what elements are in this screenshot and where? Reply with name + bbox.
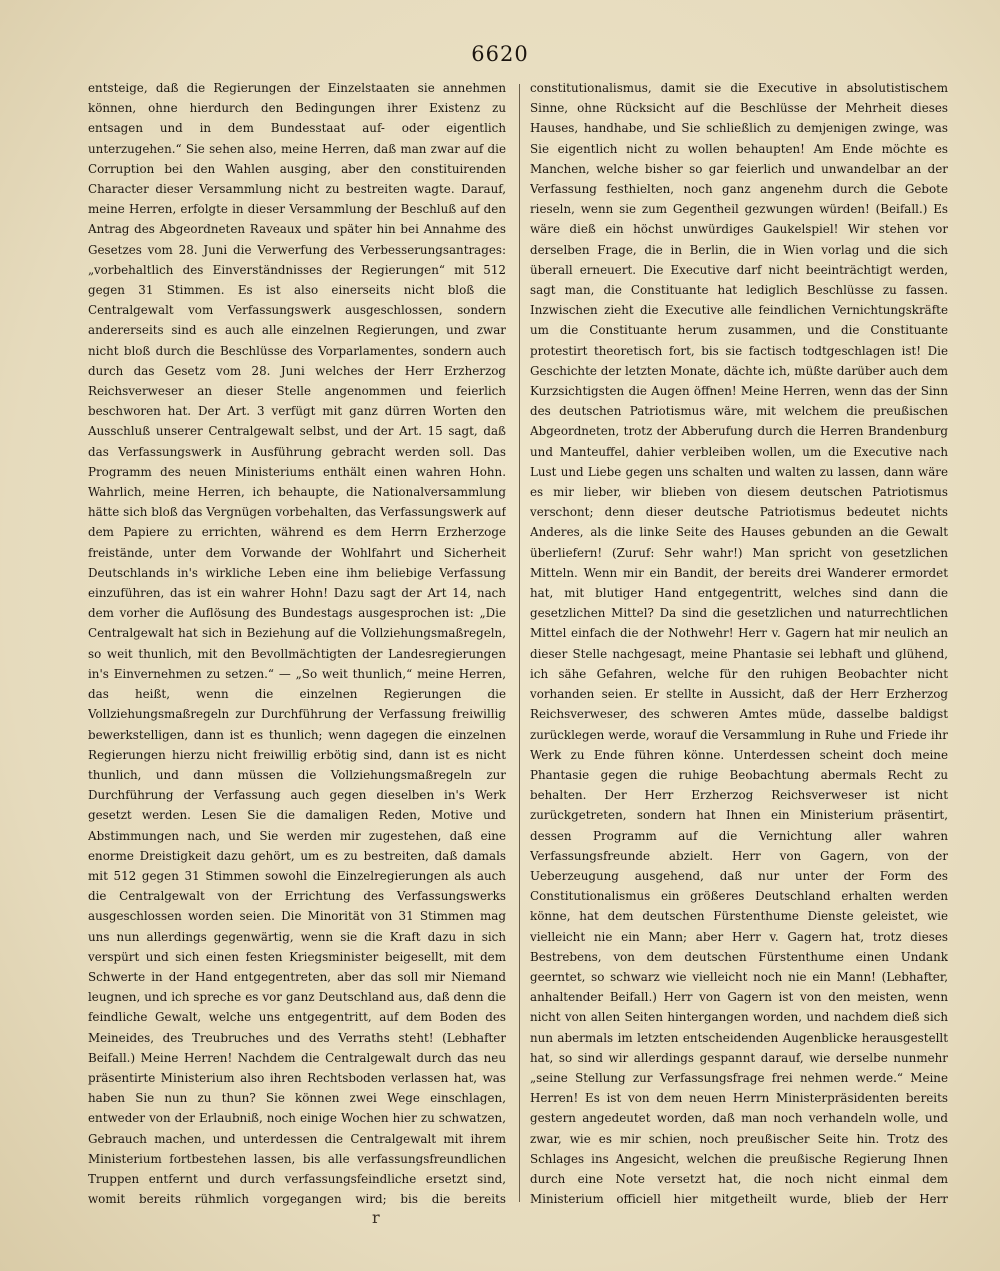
column-left-text: entsteige, daß die Regierungen der Einzelstaaten sie annehmen können, ohne hierdurch den Bedingungen ihrer Existenz zu entsagen und in dem Bundesstaat auf- oder eigentlich unterzugehen.“ Sie sehen also, meine Herren, daß man zwar auf die Corruption bei den Wahlen ausging, aber den constituirenden Character dieser Versammlung nicht zu bestreiten wagte. Darauf, meine Herren, erfolgte in dieser Versammlung der Beschluß auf den Antrag des Abgeordneten Raveaux und später hin bei Annahme des Gesetzes vom 28. Juni die Verwerfung des Verbesserungsantrages: „vorbehaltlich des Einverständnisses der Regierungen“ mit 512 gegen 31 Stimmen. Es ist also einerseits nicht bloß die Centralgewalt vom Verfassungswerk ausgeschlossen, sondern andererseits sind es auch alle einzelnen Regierungen, und zwar nicht bloß durch die Beschlüsse des Vorparlamentes, sondern auch durch das Gesetz vom 28. Juni welches der Herr Erzherzog Reichsverweser an dieser Stelle angenommen und feierlich beschworen hat. Der Art. 3 verfügt mit ganz dürren Worten den Ausschluß unserer Centralgewalt selbst, und der Art. 15 sagt, daß das Verfassungswerk in Ausführung gebracht werden soll. Das Programm des neuen Ministeriums enthält einen wahren Hohn. Wahrlich, meine Herren, ich behaupte, die Nationalversammlung hätte sich bloß das Vergnügen vorbehalten, das Verfassungswerk auf dem Papiere zu errichten, während es dem Herrn Erzherzoge freistände, unter dem Vorwande der Wohlfahrt und Sicherheit Deutschlands in's wirkliche Leben eine ihm beliebige Verfassung einzuführen, das ist ein wahrer Hohn! Dazu sagt der Art 14, nach dem vorher die Auflösung des Bundestags ausgesprochen ist: „Die Centralgewalt hat sich in Beziehung auf die Vollziehungsmaßregeln, so weit thunlich, mit den Bevollmächtigten der Landesregierungen in's Einvernehmen zu setzen.“ — „So weit thunlich,“ meine Herren, das heißt, wenn die einzelnen Regierungen die Vollziehungsmaßregeln zur Durchführung der Verfassung freiwillig bewerkstelligen, dann ist es thunlich; wenn dagegen die einzelnen Regierungen hierzu nicht freiwillig erbötig sind, dann ist es nicht thunlich, und dann müssen die Vollziehungsmaßregeln zur Durchführung der Verfassung auch gegen dieselben in's Werk gesetzt werden. Lesen Sie die damaligen Reden, Motive und Abstimmungen nach, und Sie werden mir zugestehen, daß eine enorme Dreistigkeit dazu gehört, um es zu bestreiten, daß damals mit 512 gegen 31 Stimmen sowohl die Einzelregierungen als auch die Centralgewalt von der Errichtung des Verfassungswerks ausgeschlossen worden seien. Die Minorität von 31 Stimmen mag uns nun allerdings gegenwärtig, wenn sie die Kraft dazu in sich verspürt und sich einen festen Kriegsminister beigesellt, mit dem Schwerte in der Hand entgegentreten, aber das soll mir Niemand leugnen, und ich spreche es vor ganz Deutschland aus, daß denn die feindliche Gewalt, welche uns entgegentritt, auf dem Boden des Meineides, des Treubruches und des Verraths steht! (Lebhafter Beifall.) Meine Herren! Nachdem die Centralgewalt durch das neu präsentirte Ministerium also ihren Rechtsboden verlassen hat, was haben Sie nun zu thun? Sie können zwei Wege einschlagen, entweder von der Erlaubniß, noch einige Wochen hier zu schwatzen, Gebrauch machen, und unterdessen die Centralgewalt mit ihrem Ministerium fortbestehen lassen, bis alle verfassungsfreundlichen Truppen entfernt und durch verfassungsfeindliche ersetzt sind, womit bereits rühmlich vorgegangen wird; bis die bereits <box>88 81 506 1207</box>
column-right-text: constitutionalismus, damit sie die Executive in absolutistischem Sinne, ohne Rücksicht auf die Beschlüsse der Mehrheit dieses Hauses, handhabe, und Sie schließlich zu demjenigen zwinge, was Sie eigentlich nicht zu wollen behaupten! Am Ende möchte es Manchen, welche bisher so gar feierlich und unwandelbar an der Verfassung festhielten, noch ganz angenehm durch die Gebote rieseln, wenn sie zum Gegentheil gezwungen würden! (Beifall.) Es wäre dieß ein höchst unwürdiges Gaukelspiel! Wir stehen vor derselben Frage, die in Berlin, die in Wien vorlag und die sich überall erneuert. Die Executive darf nicht beeinträchtigt werden, sagt man, die Constituante hat lediglich Beschlüsse zu fassen. Inzwischen zieht die Executive alle feindlichen Vernichtungskräfte um die Constituante herum zusammen, und die Constituante protestirt theoretisch fort, bis sie factisch todtgeschlagen ist! Die Geschichte der letzten Monate, dächte ich, müßte darüber auch dem Kurzsichtigsten die Augen öffnen! Meine Herren, wenn das der Sinn des deutschen Patriotismus wäre, mit welchem die preußischen Abgeordneten, trotz der Abberufung durch die Herren Brandenburg und Manteuffel, dahier verbleiben wollen, um die Executive nach Lust und Liebe gegen uns schalten und walten zu lassen, dann wäre es mir lieber, wir blieben von diesem deutschen Patriotismus verschont; denn dieser deutsche Patriotismus bedeutet nichts Anderes, als die linke Seite des Hauses gebunden an die Gewalt überliefern! (Zuruf: Sehr wahr!) Man spricht von gesetzlichen Mitteln. Wenn mir ein Bandit, der bereits drei Wanderer ermordet hat, mit blutiger Hand entgegentritt, welches sind dann die gesetzlichen Mittel? Da sind die gesetzlichen und naturrechtlichen Mittel einfach die der Nothwehr! Herr v. Gagern hat mir neulich an dieser Stelle nachgesagt, meine Phantasie sei lebhaft und glühend, ich sähe Gefahren, welche für den ruhigen Beobachter nicht vorhanden seien. Er stellte in Aussicht, daß der Herr Erzherzog Reichsverweser, des schweren Amtes müde, dasselbe baldigst zurücklegen werde, worauf die Versammlung in Ruhe und Friede ihr Werk zu Ende führen könne. Unterdessen scheint doch meine Phantasie gegen die ruhige Beobachtung abermals Recht zu behalten. Der Herr Erzherzog Reichsverweser ist nicht zurückgetreten, sondern hat Ihnen ein Ministerium präsentirt, dessen Programm auf die Vernichtung aller wahren Verfassungsfreunde abzielt. Herr von Gagern, von der Ueberzeugung ausgehend, daß nur unter der Form des Constitutionalismus ein größeres Deutschland erhalten werden könne, hat dem deutschen Fürstenthume Dienste geleistet, wie vielleicht nie ein Mann; aber Herr v. Gagern hat, trotz dieses Bestrebens, von dem deutschen Fürstenthume einen Undank geerntet, so schwarz wie vielleicht noch nie ein Mann! (Lebhafter, anhaltender Beifall.) Herr von Gagern ist von den meisten, wenn nicht von allen Seiten hintergangen worden, und nachdem dieß sich nun abermals im letzten entscheidenden Augenblicke herausgestellt hat, so sind wir allerdings gespannt darauf, wie derselbe nunmehr „seine Stellung zur Verfassungsfrage frei nehmen werde.“ Meine Herren! Es ist von dem neuen Herrn Ministerpräsidenten bereits gestern angedeutet worden, daß man noch verhandeln wolle, und zwar, wie es mir schien, noch preußischer Seite hin. Trotz des Schlages ins Angesicht, welchen die preußische Regierung Ihnen durch eine Note versetzt hat, die noch nicht einmal dem Ministerium officiell hier mitgetheilt wurde, blieb der Herr <box>530 81 948 1207</box>
page-number: 6620 <box>471 42 529 66</box>
text-column-right <box>530 78 948 1208</box>
text-column-left <box>88 78 506 1208</box>
column-divider <box>519 84 520 1202</box>
footer-mark: r <box>372 1208 380 1227</box>
